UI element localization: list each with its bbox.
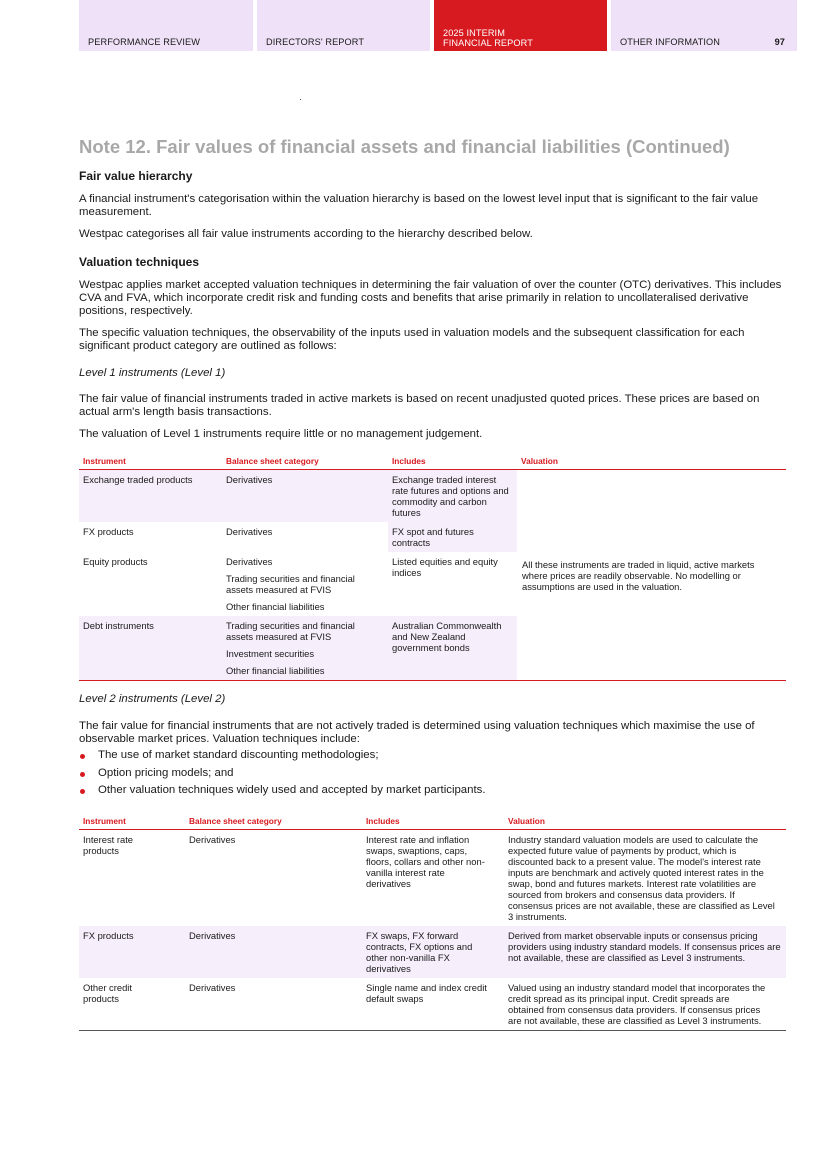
table-row [79, 829, 786, 926]
paragraph: The specific valuation techniques, the observability of the inputs used in valuation models and the subsequent classification for each significant product category are outlined as follows: [79, 327, 745, 353]
includes-cell: Exchange traded interest rate futures and options and commodity and carbon futures [388, 470, 517, 523]
paragraph: The fair value of financial instruments traded in active markets is based on recent unadjusted quoted prices. These prices are based on actual arm's length basis transactions. [79, 392, 760, 419]
category-cell: Derivatives [222, 470, 388, 523]
valuation-cell: Industry standard valuation models are used to calculate the expected future value of payments by product, which is discounted back to a present value. The model's interest rate inputs are benchmark and actively quoted interest rates in the swap, bond and futures markets. Interest rate volatilities are sourced from brokers and consensus data providers. If consensus prices are not available, these are classified as Level 3 instruments. [508, 833, 775, 922]
tab-performance-review[interactable] [79, 0, 253, 51]
table-row [79, 926, 786, 978]
bullet-list [79, 747, 786, 800]
instrument-cell: Other credit products [83, 981, 132, 1004]
category-cell: Derivatives [189, 981, 236, 993]
includes-cell: Listed equities and equity indices [392, 556, 498, 579]
instrument-cell: FX products [83, 526, 134, 538]
category-cell: Trading securities and financial assets measured at FVIS Investment securities Other financial liabilities [222, 616, 388, 681]
category-cell: Derivatives [226, 526, 273, 538]
tab-other-information[interactable] [611, 0, 797, 51]
section-nav [79, 0, 797, 51]
category-cell: Derivatives [185, 926, 362, 978]
valuation-cell: Valued using an industry standard model that incorporates the credit spread as its principal input. Credit spreads are obtained from consensus data providers. If consensus prices are not available, these are classified as Level 3 instruments. [508, 981, 766, 1026]
paragraph: The valuation of Level 1 instruments require little or no management judgement. [79, 428, 483, 441]
paragraph: The fair value for financial instruments that are not actively traded is determined using valuation techniques which maximise the use of observable market prices. Valuation techniques include: [79, 719, 755, 745]
valuation-cell: All these instruments are traded in liquid, active markets where prices are readily observable. No modelling or assumptions are used in the valuation. [522, 558, 755, 592]
table-row [79, 470, 786, 523]
valuation-cell: Derived from market observable inputs or consensus pricing providers using industry standard models. If consensus prices are not available, these are classified as Level 3 instruments. [504, 926, 786, 978]
instrument-cell: Equity products [83, 556, 148, 568]
tab-label: PERFORMANCE REVIEW [88, 37, 201, 47]
level2-heading: Level 2 instruments (Level 2) [79, 693, 226, 706]
fair-value-hierarchy-heading: Fair value hierarchy [79, 169, 193, 183]
page-number: 97 [774, 37, 785, 47]
column-header: Balance sheet category [222, 453, 388, 470]
column-header: Instrument [79, 813, 185, 830]
level2-table [79, 813, 786, 1031]
tab-label: DIRECTORS' REPORT [266, 37, 365, 47]
includes-cell: Interest rate and inflation swaps, swaptions, caps, floors, collars and other non-vanilla interest rate derivatives [366, 833, 485, 889]
tab-directors-report[interactable] [257, 0, 430, 51]
column-header: Valuation [504, 813, 786, 830]
column-header: Instrument [79, 453, 222, 470]
column-header: Includes [362, 813, 504, 830]
instrument-cell: Exchange traded products [79, 470, 222, 523]
instrument-cell: Debt instruments [79, 616, 222, 681]
column-header: Valuation [517, 453, 786, 470]
page-title: Note 12. Fair values of financial assets and financial liabilities (Continued) [79, 136, 730, 157]
page-content [79, 136, 786, 1031]
paragraph: Westpac applies market accepted valuation techniques in determining the fair valuation of over the counter (OTC) derivatives. This includes CVA and FVA, which incorporate credit risk and funding costs and benefits that arise primarily in relation to uncollateralised derivative positions, respectively. [79, 278, 782, 318]
column-header: Includes [388, 453, 517, 470]
tab-interim-financial-report[interactable] [434, 0, 607, 51]
includes-cell: FX spot and futures contracts [388, 522, 517, 552]
level1-heading: Level 1 instruments (Level 1) [79, 366, 226, 379]
instrument-cell: Interest rate products [83, 833, 134, 856]
column-header: Balance sheet category [185, 813, 362, 830]
includes-cell: Single name and index credit default swaps [366, 981, 487, 1004]
list-item: The use of market standard discounting methodologies; [79, 747, 786, 765]
category-cell: Derivatives [189, 833, 236, 845]
level1-table [79, 453, 786, 681]
stray-mark [300, 99, 301, 100]
instrument-cell: FX products [79, 926, 185, 978]
includes-cell: FX swaps, FX forward contracts, FX options and other non-vanilla FX derivatives [362, 926, 504, 978]
paragraph: A financial instrument's categorisation within the valuation hierarchy is based on the lowest level input that is significant to the fair value measurement. [79, 193, 759, 219]
includes-cell: Australian Commonwealth and New Zealand government bonds [388, 616, 517, 681]
tab-label: OTHER INFORMATION [620, 37, 721, 47]
category-cell: Derivatives Trading securities and financial assets measured at FVIS Other financial liabilities [226, 556, 355, 613]
list-item: Other valuation techniques widely used and accepted by market participants. [79, 782, 786, 800]
paragraph: Westpac categorises all fair value instruments according to the hierarchy described below. [79, 228, 533, 241]
tab-label: 2025 INTERIM FINANCIAL REPORT [443, 28, 533, 48]
list-item: Option pricing models; and [79, 765, 786, 783]
table-row [79, 978, 786, 1031]
valuation-techniques-heading: Valuation techniques [79, 254, 200, 269]
